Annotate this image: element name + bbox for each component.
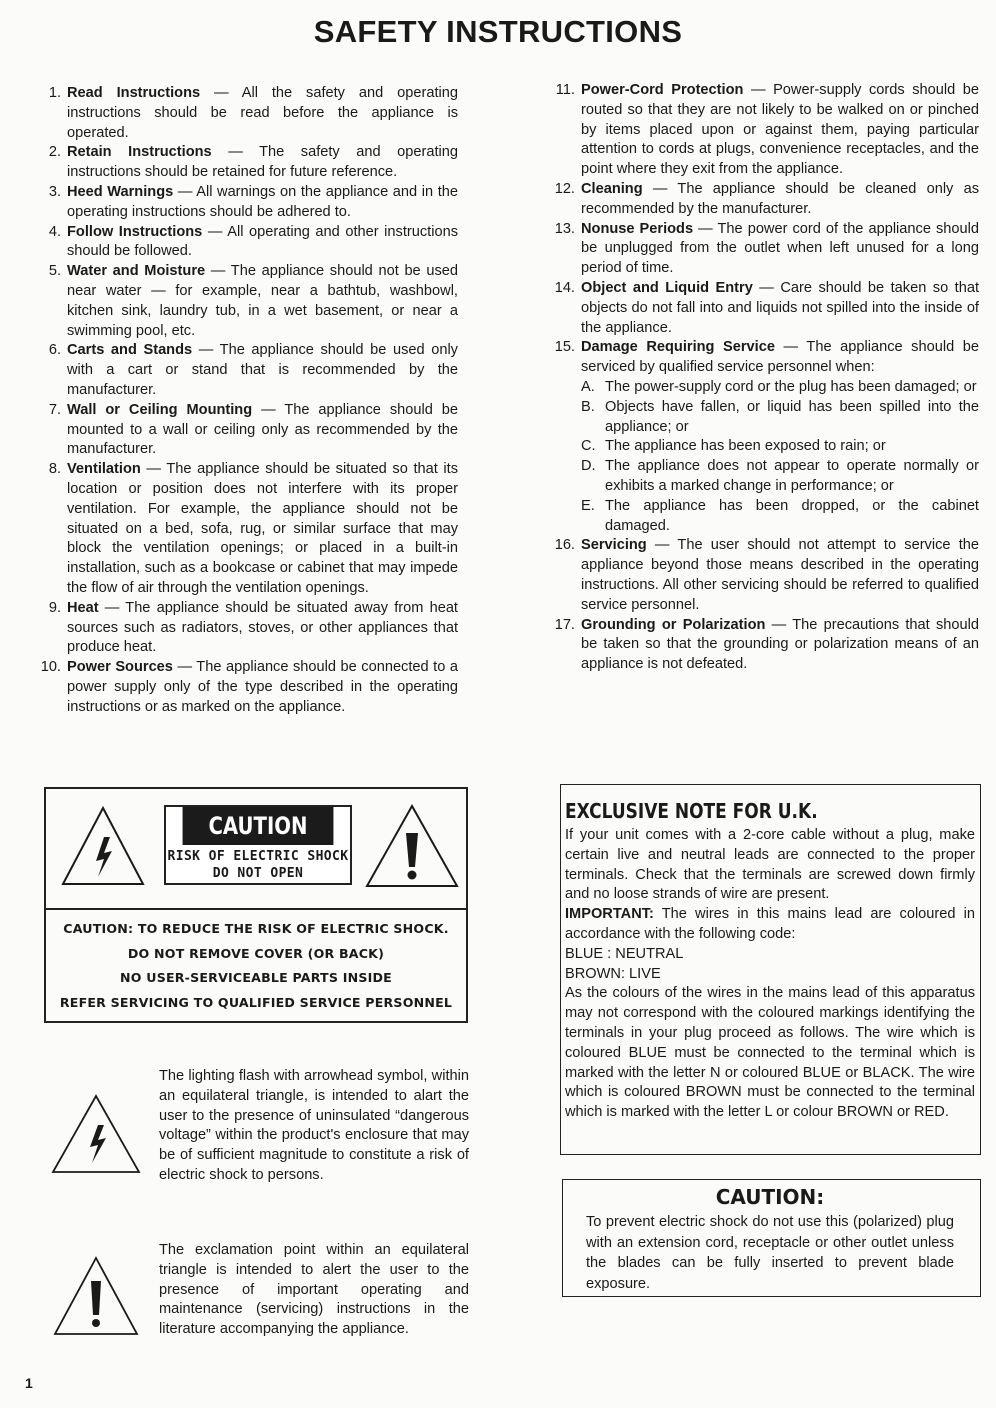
list-item bbox=[36, 143, 458, 183]
item-text: — All warnings on the appliance and in the operating instructions should be adhered to. bbox=[67, 183, 458, 220]
list-item bbox=[550, 279, 979, 338]
item-number: 11. bbox=[555, 82, 575, 98]
item-text: — The appliance should be situated so that its location or position does not interfere with its proper ventilation. For example, the appliance should not be situated on a bed, sofa, rug, or similar surface that may block the ventilation openings; or placed in a built-in installation, such as a bookcase or cabinet that may impede the flow of air through the ventilation openings. bbox=[67, 461, 458, 596]
caution-title: CAUTION: bbox=[715, 1185, 825, 1209]
item-heading: Servicing bbox=[581, 537, 647, 554]
item-number: 1. bbox=[48, 85, 61, 101]
item-heading: Power-Cord Protection bbox=[581, 82, 744, 98]
item-heading: Damage Requiring Service bbox=[581, 339, 775, 356]
item-text: — The appliance should be situated away from heat sources such as radiators, stoves, or other appliances that produce heat. bbox=[67, 599, 458, 656]
item-number: 17. bbox=[554, 616, 575, 633]
lightning-triangle-icon bbox=[60, 805, 146, 887]
exclamation-triangle-icon bbox=[52, 1255, 140, 1337]
item-heading: Water and Moisture bbox=[67, 263, 206, 280]
list-item bbox=[550, 180, 979, 220]
item-text: — The user should not attempt to service the appliance beyond those means described in the operating instructions. All other servicing should be referred to qualified service personnel. bbox=[581, 537, 979, 613]
item-heading: Retain Instructions bbox=[67, 144, 212, 161]
item-text: — The appliance should not be used near water — for example, near a bathtub, washbowl, kitchen sink, laundry tub, in a wet basement, or near a swimming pool, etc. bbox=[67, 263, 458, 339]
item-heading: Heat bbox=[67, 599, 99, 616]
list-item bbox=[36, 460, 458, 599]
item-text: — All the safety and operating instructions should be read before the appliance is operated. bbox=[67, 85, 458, 141]
item-heading: Wall or Ceiling Mounting bbox=[67, 401, 253, 418]
caution-line: REFER SERVICING TO QUALIFIED SERVICE PERSONNEL bbox=[59, 994, 453, 1010]
item-heading: Read Instructions bbox=[67, 85, 201, 101]
item-text: — The appliance should be cleaned only as recommended by the manufacturer. bbox=[581, 180, 979, 217]
item-heading: Heed Warnings bbox=[67, 183, 174, 200]
left-column bbox=[36, 84, 458, 718]
caution-label-line: DO NOT OPEN bbox=[212, 866, 304, 881]
item-number: 2. bbox=[48, 144, 61, 161]
item-number: 14. bbox=[554, 279, 575, 296]
caution-symbols-row bbox=[46, 789, 466, 908]
sub-letter: C. bbox=[581, 438, 596, 455]
damage-sublist bbox=[581, 378, 979, 536]
item-heading: Carts and Stands bbox=[67, 342, 193, 359]
sub-letter: D. bbox=[581, 458, 596, 475]
item-number: 6. bbox=[48, 342, 61, 359]
sub-letter: A. bbox=[581, 378, 595, 395]
safety-list-right bbox=[550, 81, 979, 675]
sub-text: The appliance does not appear to operate normally or exhibits a marked change in performance; or bbox=[605, 458, 979, 494]
item-text: — The precautions that should be taken so that the grounding or polarization means of an appliance is not defeated. bbox=[581, 616, 979, 673]
uk-note-paragraph: As the colours of the wires in the mains lead of this apparatus may not correspond with the coloured markings identifying the terminals in your plug proceed as follows. The wire which is coloured BLUE must be connected to the terminal which is marked with the letter N or coloured BLUE or BLACK. The wire which is coloured BROWN must be connected to the terminal which is marked with the letter L or colour BROWN or RED. bbox=[565, 985, 975, 1121]
item-text: — Care should be taken so that objects do not fall into and liquids not spilled into the inside of the appliance. bbox=[581, 279, 979, 336]
list-item bbox=[550, 338, 979, 536]
caution-label bbox=[164, 805, 352, 885]
uk-note-title: EXCLUSIVE NOTE FOR U.K. bbox=[565, 799, 818, 823]
caution-line: CAUTION: TO REDUCE THE RISK OF ELECTRIC SHOCK. bbox=[63, 921, 449, 936]
safety-list-left bbox=[36, 84, 458, 718]
sub-text: Objects have fallen, or liquid has been spilled into the appliance; or bbox=[605, 398, 979, 435]
sub-item bbox=[581, 497, 979, 537]
caution-line: NO USER-SERVICEABLE PARTS INSIDE bbox=[120, 970, 392, 986]
wire-code-brown: BROWN: LIVE bbox=[565, 965, 661, 982]
item-text: — All operating and other instructions should be followed. bbox=[67, 223, 458, 260]
item-number: 16. bbox=[554, 537, 575, 554]
lightning-triangle-icon bbox=[50, 1093, 142, 1175]
polarized-plug-caution-box bbox=[562, 1179, 981, 1297]
list-item bbox=[36, 658, 458, 717]
item-heading: Follow Instructions bbox=[67, 223, 203, 240]
item-heading: Grounding or Polarization bbox=[581, 616, 766, 633]
item-text: — The power cord of the appliance should be unplugged from the outlet when left unused for a long period of time. bbox=[581, 220, 979, 277]
exclamation-explanation: The exclamation point within an equilateral triangle is intended to alert the user to the presence of important operating and maintenance (servicing) instructions in the literature accompanying the appliance. bbox=[159, 1242, 469, 1338]
item-text: — The appliance should be used only with a cart or stand that is recommended by the manufacturer. bbox=[67, 342, 458, 398]
item-text: — The appliance should be mounted to a wall or ceiling only as recommended by the manufacturer. bbox=[67, 401, 458, 458]
page-title: SAFETY INSTRUCTIONS bbox=[313, 14, 683, 49]
list-item bbox=[36, 223, 458, 263]
right-column bbox=[550, 81, 979, 675]
item-number: 5. bbox=[48, 263, 61, 280]
page-number: 1 bbox=[25, 1375, 33, 1391]
item-number: 4. bbox=[48, 223, 61, 240]
list-item bbox=[36, 599, 458, 658]
item-number: 7. bbox=[48, 401, 61, 418]
sub-text: The power-supply cord or the plug has been damaged; or bbox=[605, 378, 977, 395]
item-number: 9. bbox=[48, 599, 61, 616]
list-item bbox=[550, 220, 979, 279]
uk-note-paragraph: If your unit comes with a 2-core cable without a plug, make certain live and neutral leads are connected to the proper terminals. Check that the terminals are screwed down firmly and no loose strands of wire are present. bbox=[565, 827, 975, 903]
caution-label-heading: CAUTION bbox=[183, 807, 334, 845]
caution-line: DO NOT REMOVE COVER (OR BACK) bbox=[127, 945, 385, 961]
sub-item bbox=[581, 457, 979, 497]
sub-item bbox=[581, 437, 979, 457]
item-text: — The appliance should be connected to a power supply only of the type described in the operating instructions or as marked on the appliance. bbox=[67, 659, 458, 715]
list-item bbox=[36, 401, 458, 460]
item-number: 8. bbox=[48, 461, 61, 478]
caution-label-line: RISK OF ELECTRIC SHOCK bbox=[167, 849, 349, 864]
uk-note-important bbox=[565, 905, 975, 945]
wire-code-blue: BLUE : NEUTRAL bbox=[565, 945, 684, 962]
item-number: 15. bbox=[554, 339, 575, 356]
item-heading: Nonuse Periods bbox=[581, 220, 694, 237]
caution-warning-lines bbox=[46, 917, 466, 1015]
caution-label-box bbox=[44, 787, 468, 1023]
uk-note-box bbox=[560, 784, 981, 1155]
list-item bbox=[36, 262, 458, 341]
item-number: 3. bbox=[48, 183, 61, 200]
item-number: 13. bbox=[554, 220, 575, 237]
divider bbox=[46, 908, 466, 910]
exclamation-triangle-icon bbox=[364, 803, 460, 889]
item-heading: Ventilation bbox=[67, 461, 141, 478]
sub-item bbox=[581, 378, 979, 398]
sub-letter: E. bbox=[581, 497, 595, 514]
item-heading: Object and Liquid Entry bbox=[581, 279, 753, 296]
item-text: — Power-supply cords should be routed so that they are not likely to be walked on or pinched by items placed upon or against them, paying particular attention to cords at plugs, convenience receptacles, and the point where they exit from the appliance. bbox=[581, 82, 980, 178]
sub-letter: B. bbox=[581, 398, 595, 415]
list-item bbox=[550, 616, 979, 675]
item-text: — The safety and operating instructions should be retained for future reference. bbox=[67, 144, 459, 181]
sub-text: The appliance has been exposed to rain; or bbox=[605, 438, 886, 455]
list-item bbox=[550, 81, 979, 180]
important-label: IMPORTANT: bbox=[565, 906, 654, 923]
item-number: 10. bbox=[40, 659, 61, 676]
sub-text: The appliance has been dropped, or the cabinet damaged. bbox=[605, 497, 979, 534]
important-text: The wires in this mains lead are coloured in accordance with the following code: bbox=[565, 906, 975, 942]
item-number: 12. bbox=[554, 180, 575, 197]
list-item bbox=[36, 341, 458, 400]
lightning-explanation: The lighting flash with arrowhead symbol, within an equilateral triangle, is intended to alart the user to the presence of uninsulated “dangerous voltage” within the product's enclosure that may be of sufficient magnitude to constitute a risk of electric shock to persons. bbox=[159, 1068, 469, 1183]
list-item bbox=[550, 536, 979, 615]
item-text: — The appliance should be serviced by qualified service personnel when: bbox=[581, 339, 979, 376]
item-heading: Power Sources bbox=[67, 659, 173, 676]
item-heading: Cleaning bbox=[581, 180, 643, 197]
list-item bbox=[36, 183, 458, 223]
caution-text: To prevent electric shock do not use this (polarized) plug with an extension cord, receptacle or other outlet unless the blades can be fully inserted to prevent blade exposure. bbox=[586, 1214, 954, 1292]
list-item bbox=[36, 84, 458, 143]
sub-item bbox=[581, 398, 979, 438]
